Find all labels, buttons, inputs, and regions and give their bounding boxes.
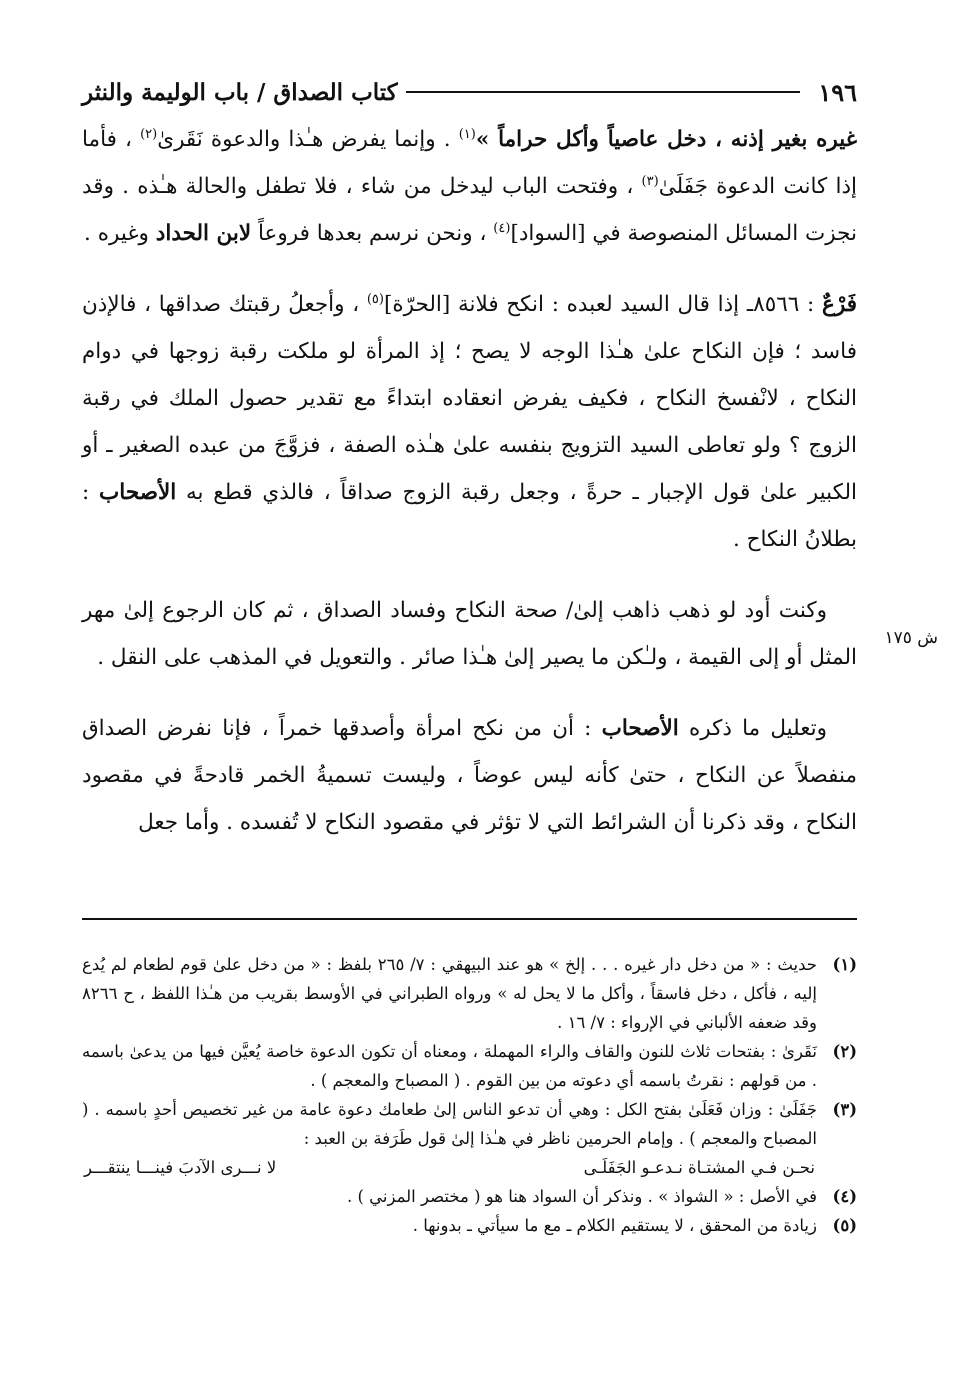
header-rule xyxy=(406,91,801,93)
footnote-3 xyxy=(82,1095,857,1153)
text-run: . وإنما يفرض هـٰذا والدعوة نَقَرىٰ xyxy=(157,127,459,152)
footnote-4 xyxy=(82,1182,857,1211)
bold-term: الأصحاب xyxy=(601,716,679,741)
poetry-verse xyxy=(82,1153,857,1182)
verse-first-hemistich: نحـن فـي المشتـاة نـدعـو الجَفَلَـى xyxy=(583,1158,815,1177)
footnote-ref: (٥) xyxy=(366,291,384,307)
footnote-number: (١) xyxy=(832,955,857,974)
footnote-text: زيادة من المحقق ، لا يستقيم الكلام ـ مع ما سيأتي ـ بدونها . xyxy=(412,1216,817,1235)
bold-term: الأصحاب xyxy=(99,480,177,505)
text-run: ، ونحن نرسم بعدها فروعاً xyxy=(251,221,494,246)
paragraph-4 xyxy=(82,705,857,846)
footnote-number: (٥) xyxy=(832,1216,857,1235)
verse-second-hemistich: لا نـــرى الآدبَ فينـــا ينتقـــر xyxy=(84,1158,277,1177)
main-text xyxy=(82,116,857,846)
footnote-number: (٤) xyxy=(832,1187,857,1206)
footnote-1 xyxy=(82,950,857,1037)
footnote-text: جَفَلَىٰ : وزان فَعَلَىٰ بفتح الكل : وهي أن تدعو الناس إلىٰ طعامك دعوة عامة من غير تخصيص أحدٍ باسمه . ( المصباح والمعجم ) . وإمام الحرمين ناظر في هـٰذا إلىٰ قول طَرَفة بن العبد : xyxy=(82,1100,817,1148)
text-run: وتعليل ما ذكره xyxy=(678,716,827,741)
page-number: ١٩٦ xyxy=(818,77,857,107)
footnote-ref: (٢) xyxy=(140,126,158,142)
footnote-ref: (١) xyxy=(458,126,476,142)
footnote-ref: (٤) xyxy=(493,220,511,236)
text-run: : أن من نكح امرأة وأصدقها خمراً ، فإنا نفرض الصداق منفصلاً عن النكاح ، حتىٰ كأنه ليس عوضاً ، وليست تسميةُ الخمر قادحةً في مقصود النكاح ، وقد ذكرنا أن الشرائط التي لا تؤثر في مقصود النكاح لا تُفسده . وأما جعل xyxy=(82,716,857,835)
footnote-ref: (٣) xyxy=(641,173,659,189)
footnote-number: (٣) xyxy=(832,1100,857,1119)
footnote-5 xyxy=(82,1211,857,1240)
paragraph-3: وكنت أود لو ذهب ذاهب إلىٰ/ صحة النكاح وفساد الصداق ، ثم كان الرجوع إلىٰ مهر المثل أو إلى القيمة ، ولـٰكن ما يصير إلىٰ هـٰذا صائر . والتعويل في المذهب على النقل . xyxy=(82,598,857,670)
running-title: كتاب الصداق / باب الوليمة والنثر xyxy=(82,78,398,106)
text-run: ، فأما إذا كانت الدعوة جَفَلَىٰ xyxy=(82,127,857,199)
bold-name: لابن الحداد xyxy=(155,221,252,246)
margin-folio-note: ش ١٧٥ xyxy=(884,628,938,648)
text-run: : بطلانُ النكاح . xyxy=(82,480,857,552)
text-run: : ٨٥٦٦ـ إذا قال السيد لعبده : انكح فلانة [الحرّة] xyxy=(383,292,822,317)
footnote-text: حديث : « من دخل دار غيره . . . إلخ » هو عند البيهقي : ٧/ ٢٦٥ بلفظ : « من دخل علىٰ قوم لطعام لم يُدع إليه ، فأكل ، دخل فاسقاً ، وأكل ما لا يحل له » ورواه الطبراني في الأوسط بقريب من هـٰذا اللفظ ، ح ٨٢٦٦ وقد ضعفه الألباني في الإرواء : ٧/ ١٦ . xyxy=(82,955,817,1032)
text-run: ، وأجعلُ رقبتك صداقها ، فالإذن فاسد ؛ فإن النكاح علىٰ هـٰذا الوجه لا يصح ؛ إذ المرأة لو ملكت رقبة زوجها في دوام النكاح ، لانْفسخ النكاح ، فكيف يفرض انعقاده ابتداءً مع تقدير حصول الملك في رقبة الزوج ؟ ولو تعاطى السيد التزويج بنفسه علىٰ هـٰذه الصفة ، فزوَّجَ من عبده الصغير ـ أو الكبير علىٰ قول الإجبار ـ حرةً ، وجعل رقبة الزوج صداقاً ، فالذي قطع به xyxy=(82,292,857,505)
footnotes xyxy=(82,950,857,1240)
text-run: ، وفتحت الباب ليدخل من شاء ، فلا تطفل والحالة هـٰذه . وقد نجزت المسائل المنصوصة في [السواد] xyxy=(82,174,857,246)
quoted-hadith-end: غيره بغير إذنه ، دخل عاصياً وأكل حراماً » xyxy=(475,127,857,152)
paragraph-1 xyxy=(82,116,857,257)
text-run: وغيره . xyxy=(84,221,156,246)
footnote-text: في الأصل : « الشواذ » . ونذكر أن السواد هنا هو ( مختصر المزني ) . xyxy=(346,1187,817,1206)
paragraph-2 xyxy=(82,281,857,563)
footnote-number: (٢) xyxy=(832,1042,857,1061)
running-header xyxy=(82,72,857,112)
footnote-2 xyxy=(82,1037,857,1095)
footnote-text: نَقَرىٰ : بفتحات ثلاث للنون والقاف والراء المهملة ، ومعناه أن تكون الدعوة خاصة يُعيَّن فيها من يدعىٰ باسمه . من قولهم : نقرتُ باسمه أي دعوته من بين القوم . ( المصباح والمعجم ) . xyxy=(82,1042,817,1090)
footnote-separator xyxy=(82,918,857,920)
section-label: فَرْعٌ xyxy=(822,292,857,317)
